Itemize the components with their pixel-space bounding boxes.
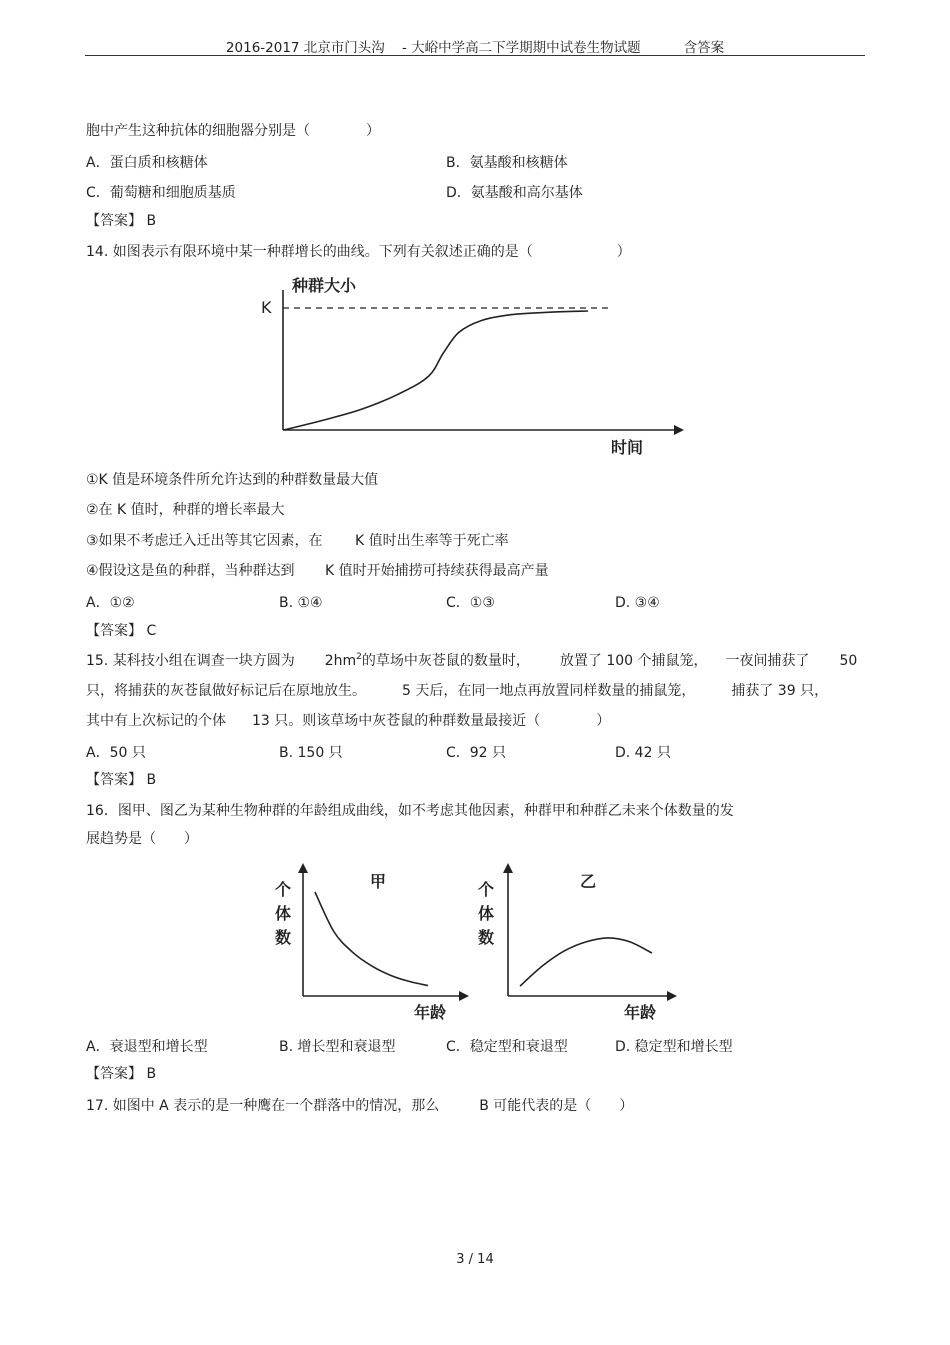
- header-title-part3: 含答案: [683, 40, 725, 56]
- q14-answer: 【答案】 C: [86, 623, 157, 639]
- q15-line-3-b: 13 只。则该草场中灰苍鼠的种群数量最接近（ ）: [252, 713, 611, 729]
- s-curve-y-axis-label: 种群大小: [292, 276, 357, 295]
- q17-stem-part1: 17. 如图中 A 表示的是一种鹰在一个群落中的情况，那么: [86, 1098, 440, 1114]
- q17-stem-part2: B 可能代表的是（ ）: [479, 1098, 634, 1114]
- q15-area: 2hm: [324, 653, 357, 669]
- q13-option-a: A．蛋白质和核糖体: [86, 155, 208, 171]
- q15-line-2-b: 5 天后，在同一地点再放置同样数量的捕鼠笼，: [402, 683, 696, 699]
- q15-line-3: [86, 712, 610, 730]
- q14-statement-3-part1: ③如果不考虑迁入迁出等其它因素，在: [86, 533, 323, 549]
- q14-option-b: B. ①④: [279, 595, 323, 611]
- s-curve-series-line: [284, 311, 588, 430]
- jia-series-line: [315, 892, 428, 986]
- jia-y-axis-label-char: 体: [275, 904, 292, 923]
- jia-y-axis-label-char: 数: [275, 928, 292, 947]
- q15-line-1-a: 15. 某科技小组在调查一块方圆为: [86, 653, 295, 669]
- page-number: 3 / 14: [456, 1252, 494, 1267]
- jia-y-axis-label: [275, 880, 291, 947]
- q15-option-b: B. 150 只: [279, 745, 343, 761]
- q15-line-1-c: 的草场中灰苍鼠的数量时，: [361, 653, 530, 669]
- q15-line-1-e: 一夜间捕获了: [725, 653, 810, 669]
- yi-x-axis-label: 年龄: [624, 1003, 657, 1022]
- q14-option-a: A．①②: [86, 595, 135, 611]
- q15-line-1: [86, 652, 857, 672]
- page-header: [85, 36, 865, 56]
- q16-answer: 【答案】 B: [86, 1066, 157, 1082]
- jia-x-axis-label: 年龄: [414, 1003, 447, 1022]
- s-curve-k-label: K: [261, 298, 272, 317]
- q13-answer: 【答案】 B: [86, 213, 157, 229]
- q15-option-a: A．50 只: [86, 745, 146, 761]
- age-structure-chart-jia: [262, 858, 474, 1028]
- q15-answer: 【答案】 B: [86, 772, 157, 788]
- q14-statement-4-part1: ④假设这是鱼的种群，当种群达到: [86, 563, 295, 579]
- q15-area-exponent: 2: [356, 652, 362, 662]
- q15-option-d: D. 42 只: [615, 745, 671, 761]
- q15-line-1-d: 放置了 100 个捕鼠笼，: [559, 653, 708, 669]
- q16-stem-line-2: 展趋势是（ ）: [86, 831, 198, 847]
- q14-option-d: D. ③④: [615, 595, 660, 611]
- yi-y-axis-label-char: 个: [478, 880, 495, 899]
- q17-stem: [86, 1097, 633, 1115]
- q13-stem: 胞中产生这种抗体的细胞器分别是（ ）: [86, 123, 380, 139]
- q15-line-1-f: 50: [839, 653, 858, 669]
- q13-option-c: C．葡萄糖和细胞质基质: [86, 185, 236, 201]
- yi-y-axis-label-char: 体: [478, 904, 495, 923]
- q16-stem-line-1: 16．图甲、图乙为某种生物种群的年龄组成曲线，如不考虑其他因素，种群甲和种群乙未来个体数量的发: [86, 803, 734, 819]
- q16-option-d: D. 稳定型和增长型: [615, 1039, 733, 1055]
- q16-option-b: B. 增长型和衰退型: [279, 1039, 396, 1055]
- q16-option-c: C．稳定型和衰退型: [446, 1039, 568, 1055]
- q15-option-c: C．92 只: [446, 745, 507, 761]
- q14-statement-2: ②在 K 值时，种群的增长率最大: [86, 502, 285, 518]
- q14-statement-4: [86, 562, 549, 580]
- jia-y-axis-label-char: 个: [275, 880, 292, 899]
- q16-option-a: A．衰退型和增长型: [86, 1039, 208, 1055]
- yi-y-axis-label: [478, 880, 494, 947]
- yi-y-axis-label-char: 数: [478, 928, 495, 947]
- header-title-part1: 2016-2017 北京市门头沟: [225, 40, 385, 56]
- age-structure-chart-yi: [472, 858, 684, 1028]
- q15-line-2: [86, 682, 828, 700]
- q14-statement-1: ①K 值是环境条件所允许达到的种群数量最大值: [86, 472, 379, 488]
- yi-series-line: [520, 938, 652, 986]
- q13-option-d: D．氨基酸和高尔基体: [446, 185, 583, 201]
- q15-line-2-c: 捕获了 39 只，: [731, 683, 829, 699]
- q14-statement-3: [86, 532, 509, 550]
- header-title-part2: - 大峪中学高二下学期期中试卷生物试题: [401, 40, 641, 56]
- q15-line-2-a: 只，将捕获的灰苍鼠做好标记后在原地放生。: [86, 683, 366, 699]
- header-divider: [85, 55, 865, 56]
- q14-option-c: C．①③: [446, 595, 495, 611]
- q14-statement-4-part2: K 值时开始捕捞可持续获得最高产量: [325, 563, 549, 579]
- yi-title: 乙: [580, 872, 597, 891]
- q15-line-3-a: 其中有上次标记的个体: [86, 713, 226, 729]
- q14-stem: 14. 如图表示有限环境中某一种群增长的曲线。下列有关叙述正确的是（ ）: [86, 244, 631, 260]
- q14-statement-3-part2: K 值时出生率等于死亡率: [355, 533, 509, 549]
- jia-title: 甲: [370, 872, 387, 891]
- s-curve-chart: [250, 270, 700, 465]
- s-curve-x-axis-label: 时间: [611, 438, 644, 457]
- q13-option-b: B．氨基酸和核糖体: [446, 155, 568, 171]
